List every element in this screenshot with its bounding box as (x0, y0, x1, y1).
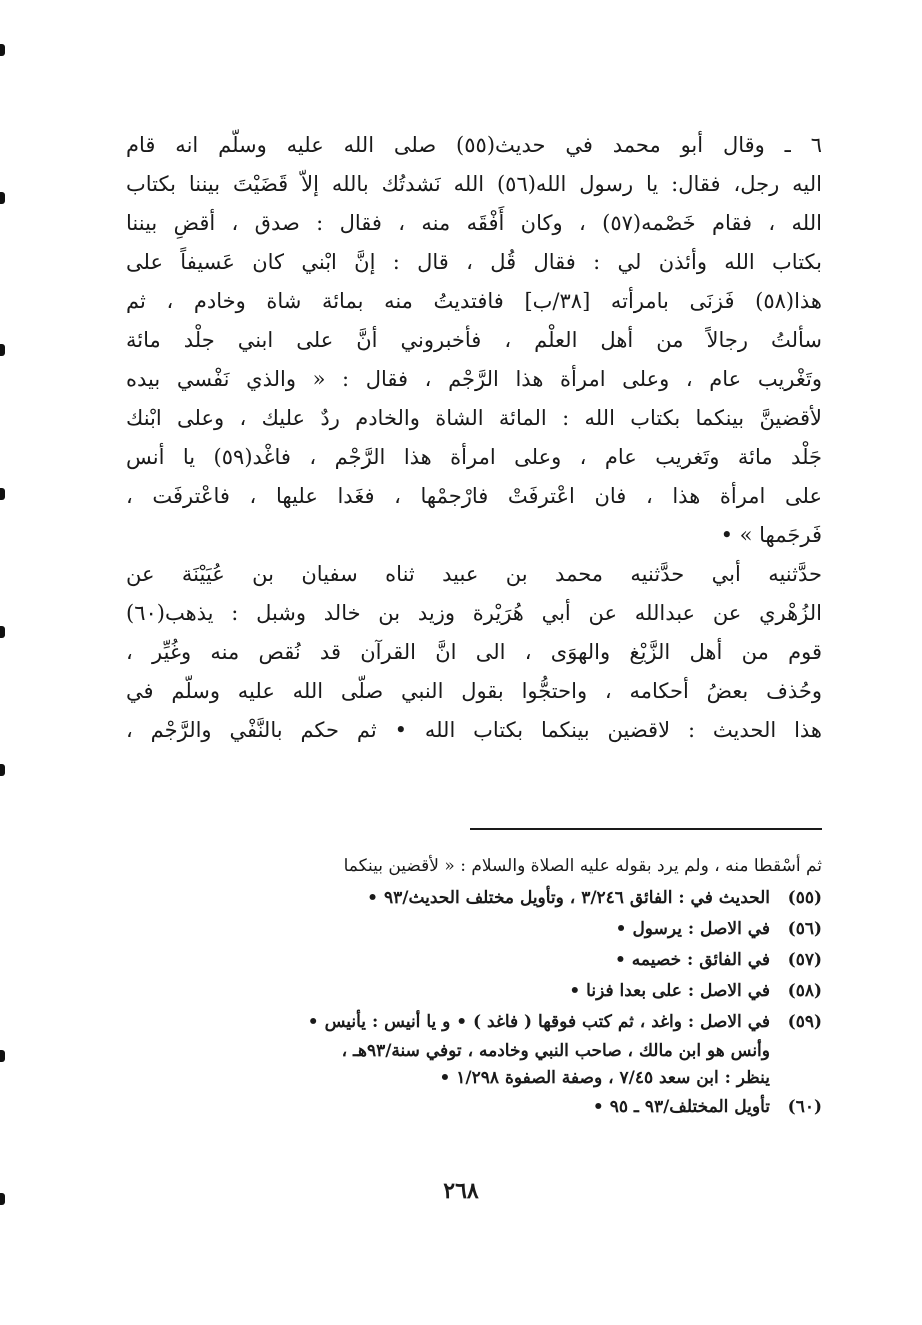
footnote-item (126, 914, 822, 945)
text-line: سألتُ رجالاً من أهل العلْم ، فأخبروني أنَّ على ابني جلْد مائة (126, 328, 822, 352)
footnote-number: (٥٨) (787, 981, 822, 1001)
footnote-body (126, 945, 770, 976)
footnote-body (126, 1092, 770, 1123)
text-line: قوم من أهل الزَّيْغ والهوَى ، الى انَّ القرآن قد نُقص منه وغُيِّر ، (126, 640, 822, 664)
page-number: ٢٦٨ (443, 1178, 479, 1204)
footnote-item (126, 883, 822, 914)
footnote-text: في الفائق : خصيمه • (614, 950, 770, 970)
binding-hole-mark (0, 764, 5, 776)
text-line: هذا(٥٨) فَزنَى بامرأته [٣٨/ب] فافتديتُ منه بمائة شاة وخادم ، ثم (126, 289, 822, 313)
binding-hole-mark (0, 1193, 5, 1205)
footnote-number: (٥٦) (787, 919, 822, 939)
text-line: حدَّثنيه أبي حدَّثنيه محمد بن عبيد ثناه سفيان بن عُيَيْنَة عن (126, 562, 822, 586)
text-line: بكتاب الله وأئذن لي : فقال قُل ، قال : إنَّ ابْني كان عَسيفاً على (126, 250, 822, 274)
footnote-number: (٥٧) (787, 950, 822, 970)
text-line: هذا الحديث : لاقضين بينكما بكتاب الله • ثم حكم بالنَّفْي والرَّجْم ، (126, 718, 822, 742)
text-line: الله ، فقام خَصْمه(٥٧) ، وكان أَفْقَه منه ، فقال : صدق ، أقضِ بيننا (126, 211, 822, 235)
footnote-number: (٥٩) (787, 1012, 822, 1032)
binding-hole-mark (0, 626, 5, 638)
binding-hole-mark (0, 488, 5, 500)
binding-hole-mark (0, 344, 5, 356)
footnote-text: الحديث في : الفائق ٣/٢٤٦ ، وتأويل مختلف الحديث/٩٣ • (367, 888, 770, 908)
binding-hole-mark (0, 44, 5, 56)
text-line: فَرجَمها » • (720, 523, 822, 547)
text-line: على امرأة هذا ، فان اعْترفَتْ فارْجمْها ، فغَدا عليها ، فاعْترفَت ، (126, 484, 822, 508)
footnote-text: ينظر : ابن سعد ٧/٤٥ ، وصفة الصفوة ١/٢٩٨ • (439, 1068, 770, 1088)
footnote-text: وأنس هو ابن مالك ، صاحب النبي وخادمه ، توفي سنة/٩٣هـ ، (341, 1041, 770, 1061)
footnote-lead-line: ثم أسْقطا منه ، ولم يرد بقوله عليه الصلاة والسلام : « لأقضين بينكما (343, 856, 822, 876)
footnote-item (126, 1007, 822, 1092)
text-line: وتَغْريب عام ، وعلى امرأة هذا الرَّجْم ، فقال : « والذي نَفْسي بيده (126, 367, 822, 391)
text-line: وحُذف بعضُ أحكامه ، واحتجُّوا بقول النبي صلّى الله عليه وسلّم في (126, 679, 822, 703)
footnotes (126, 850, 822, 1123)
footnote-text: في الاصل : يرسول • (615, 919, 770, 939)
footnote-divider (470, 828, 822, 830)
footnote-body (126, 976, 770, 1007)
binding-hole-mark (0, 192, 5, 204)
footnote-text: تأويل المختلف/٩٣ ـ ٩٥ • (592, 1097, 770, 1117)
text-line: جَلْد مائة وتَغريب عام ، وعلى امرأة هذا الرَّجْم ، فاغْد(٥٩) يا أنس (126, 445, 822, 469)
footnote-item (126, 945, 822, 976)
text-line: لأقضينَّ بينكما بكتاب الله : المائة الشاة والخادم ردٌ عليك ، وعلى ابْنك (126, 406, 822, 430)
footnote-item (126, 976, 822, 1007)
binding-hole-mark (0, 1050, 5, 1062)
text-line: الزُهْري عن عبدالله عن أبي هُرَيْرة وزيد بن خالد وشبل : يذهب(٦٠) (126, 601, 822, 625)
footnote-text: في الاصل : على بعدا فزنا • (569, 981, 770, 1001)
text-line: ٦ ـ وقال أبو محمد في حديث(٥٥) صلى الله عليه وسلّم انه قام (126, 133, 822, 157)
text-line: اليه رجل، فقال: يا رسول الله(٥٦) الله نَشدتُك بالله إلاّ قَضَيْتَ بيننا بكتاب (126, 172, 822, 196)
footnote-text: في الاصل : واغد ، ثم كتب فوقها ( فاغد ) • و يا أنيس : يأنيس • (307, 1012, 770, 1032)
footnote-number: (٦٠) (787, 1097, 822, 1117)
footnote-body (126, 914, 770, 945)
footnote-body (126, 1007, 770, 1092)
main-text (126, 126, 822, 750)
footnote-number: (٥٥) (787, 888, 822, 908)
footnote-item (126, 1092, 822, 1123)
footnote-body (126, 883, 770, 914)
